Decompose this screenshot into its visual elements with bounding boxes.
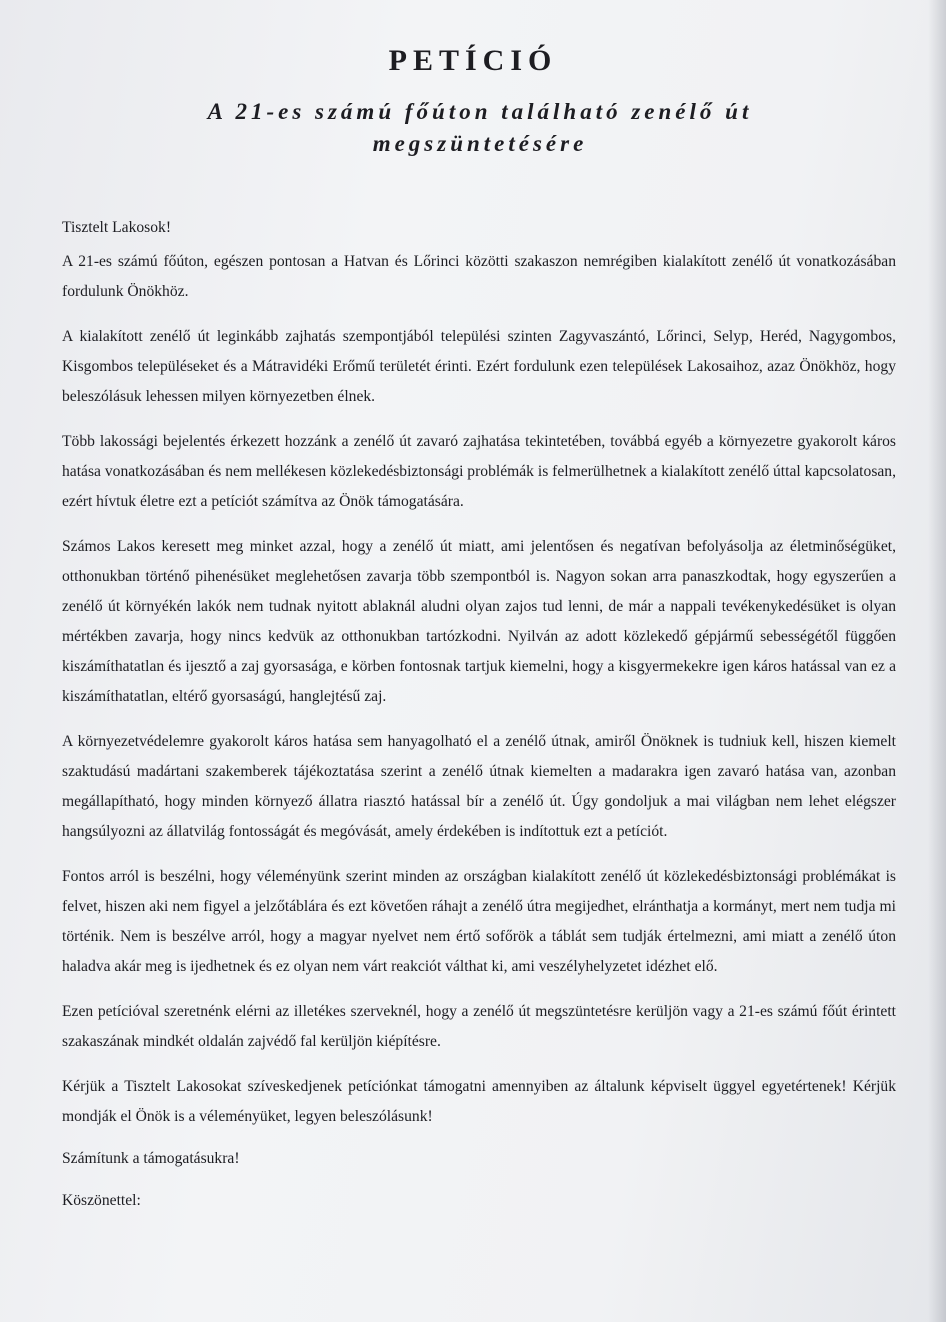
greeting: Tisztelt Lakosok! — [62, 219, 172, 236]
paragraph-traffic-safety: Fontos arról is beszélni, hogy véleményünk szerint minden az országban kialakított zenélő út közlekedésbiztonsági problémákat is felvet, hiszen aki nem figyel a jelzőtáblára és ezt követően ráhajt a zenélő útra megijedhet, elránthatja a kormányt, mert nem tudja mi történik. Nem is beszélve arról, hogy a magyar nyelvet nem értő sofőrök a táblát sem tudják értelmezni, ami miatt a zenélő úton haladva akár meg is ijedhetnek és ez olyan nem várt reakciót válthat ki, ami veszélyhelyzetet idézhet elő. — [62, 868, 896, 975]
paragraph-affected-settlements: A kialakított zenélő út leginkább zajhatás szempontjából települési szinten Zagyvaszántó, Lőrinci, Selyp, Heréd, Nagygombos, Kisgombos településeket és a Mátravidéki Erőmű területét érinti. Ezért fordulunk ezen települések Lakosaihoz, azaz Önökhöz, hogy beleszólásuk lehessen milyen környezetben élnek. — [62, 328, 896, 405]
page-edge-shadow — [928, 0, 946, 1322]
document-title: PETÍCIÓ — [388, 44, 558, 77]
paragraph-goal: Ezen petícióval szeretnénk elérni az illetékes szerveknél, hogy a zenélő út megszüntetésre kerüljön vagy a 21-es számú főút érintett szakaszának mindkét oldalán zajvédő fal kerüljön kiépítésre. — [62, 1003, 896, 1050]
paragraph-intro: A 21-es számú főúton, egészen pontosan a Hatvan és Lőrinci közötti szakaszon nemrégiben kialakított zenélő út vonatkozásában fordulunk Önökhöz. — [62, 253, 896, 300]
document-subtitle: A 21-es számú főúton található zenélő út megszüntetésére — [207, 99, 753, 156]
paragraph-complaints: Több lakossági bejelentés érkezett hozzánk a zenélő út zavaró zajhatása tekintetében, továbbá egyéb a környezetre gyakorolt káros hatása vonatkozásában és nem mellékesen közlekedésbiztonsági problémák is felmerülhetnek a kialakított zenélő úttal kapcsolatosan, ezért hívtuk életre ezt a petíciót számítva az Önök támogatására. — [62, 433, 896, 510]
paragraph-request: Kérjük a Tisztelt Lakosokat szíveskedjenek petíciónkat támogatni amennyiben az általunk képviselt üggyel egyetértenek! Kérjük mondják el Önök is a véleményüket, legyen beleszólásunk! — [62, 1078, 896, 1125]
paragraph-quality-of-life: Számos Lakos keresett meg minket azzal, hogy a zenélő út miatt, ami jelentősen és negatívan befolyásolja az életminőségüket, otthonukban történő pihenésüket meglehetősen zavarja több szempontból is. Nagyon sokan arra panaszkodtak, hogy egyszerűen a zenélő út környékén lakók nem tudnak nyitott ablaknál aludni olyan zajos tud lenni, de már a nappali tevékenykedésüket is olyan mértékben zavarja, hogy nincs kedvük az otthonukban tartózkodni. Nyilván az adott közlekedő gépjármű sebességétől függően kiszámíthatatlan és ijesztő a zaj gyorsasága, e körben fontosnak tartjuk kiemelni, hogy a kisgyermekekre igen káros hatással van ez a kiszámíthatatlan, eltérő gyorsaságú, hanglejtésű zaj. — [62, 538, 896, 705]
document-body — [62, 213, 896, 1216]
closing-line: Számítunk a támogatásukra! — [62, 1150, 240, 1167]
signoff: Köszönettel: — [62, 1192, 141, 1209]
paragraph-environment: A környezetvédelemre gyakorolt káros hatása sem hanyagolható el a zenélő útnak, amiről Önöknek is tudniuk kell, hiszen kiemelt szaktudású madártani szakemberek tájékoztatása szerint a zenélő útnak kiemelten a madarakra igen zavaró hatása van, azonban megállapítható, hogy minden környező állatra riasztó hatással bír a zenélő út. Úgy gondoljuk a mai világban nem lehet elégszer hangsúlyozni az állatvilág fontosságát és megóvását, amely érdekében is indítottuk ezt a petíciót. — [62, 733, 896, 840]
